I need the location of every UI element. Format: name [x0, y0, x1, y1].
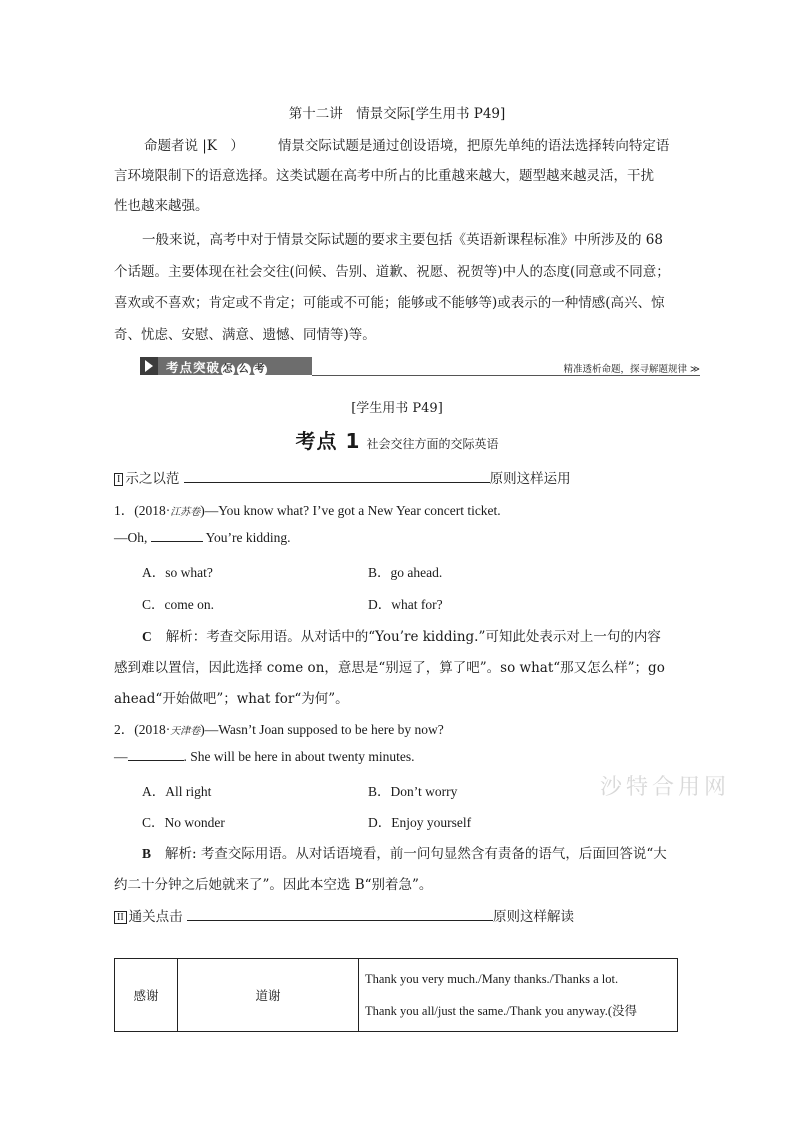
answer-key: B	[142, 846, 152, 861]
question-1-reply: —Oh, You’re kidding.	[114, 530, 291, 545]
intro-line-5: 个话题。主要体现在社会交往(问候、告别、道歉、祝愿、祝贺等)中人的态度(同意或不同意；	[114, 264, 670, 280]
topic-number: 考点 1	[295, 429, 361, 453]
fill-line	[187, 920, 493, 921]
answer-blank	[151, 541, 203, 542]
watermark: 沙特合用网	[600, 775, 731, 800]
section-number: II	[114, 911, 127, 924]
answer-blank	[128, 760, 184, 761]
q1-explanation-line-1: C 解析：考查交际用语。从对话中的“You’re kidding.”可知此处表示对上一句的内容	[142, 629, 661, 645]
intro-line-3: 性也越来越强。	[114, 198, 209, 214]
question-source: 江苏卷	[170, 507, 201, 518]
question-1-stem: 1．(2018·江苏卷)—You know what? I’ve got a New Year concert ticket.	[114, 503, 501, 518]
q1-option-d: D．what for?	[368, 597, 443, 612]
topic-heading	[0, 425, 794, 454]
banner-arrow-box	[140, 357, 158, 375]
book-reference: [学生用书 P49]	[351, 401, 443, 416]
table-category: 感谢	[115, 959, 178, 1032]
question-2-stem: 2．(2018·天津卷)—Wasn’t Joan supposed to be here by now?	[114, 722, 444, 737]
intro-line-1: 命题者说 |K ） 情景交际试题是通过创设语境，把原先单纯的语法选择转向特定语	[144, 138, 670, 154]
topic-title: 社会交往方面的交际英语	[366, 437, 499, 451]
table-row	[115, 959, 678, 1032]
q2-explanation-line-2: 约二十分钟之后她就来了”。因此本空选 B“别着急”。	[114, 877, 433, 893]
section-number: I	[114, 473, 123, 486]
section-banner	[140, 355, 700, 377]
intro-line-2: 言环境限制下的语意选择。这类试题在高考中所占的比重越来越大，题型越来越灵活，干扰	[114, 168, 654, 184]
banner-rule	[312, 375, 700, 376]
intro-label: 命题者说 |K ）	[144, 138, 244, 154]
q1-explanation-line-2: 感到难以置信，因此选择 come on，意思是“别逗了，算了吧”。so what“那又怎么样”；go	[114, 660, 665, 676]
banner-circle-char: 考	[254, 364, 266, 375]
section-1-header: I 示之以范 原则这样运用	[114, 467, 571, 487]
play-arrow-icon	[145, 360, 153, 372]
table-phrase-line: Thank you very much./Many thanks./Thanks a lot.	[365, 972, 619, 986]
q2-option-c: C．No wonder	[142, 815, 225, 830]
q1-option-c: C．come on.	[142, 597, 214, 612]
intro-line-6: 喜欢或不喜欢；肯定或不肯定；可能或不可能；能够或不能够等)或表示的一种情感(高兴、惊	[114, 295, 665, 311]
page-title: 第十二讲 情景交际[学生用书 P49]	[288, 106, 506, 122]
q1-option-b: B．go ahead.	[368, 565, 443, 580]
banner-circle-char: 怎	[222, 364, 234, 375]
q2-option-d: D．Enjoy yourself	[368, 815, 472, 830]
q1-option-a: A．so what?	[142, 565, 213, 580]
q2-explanation-line-1: B 解析: 考查交际用语。从对话语境看，前一问句显然含有责备的语气，后面回答说“大	[142, 846, 667, 862]
table-subcategory: 道谢	[178, 959, 359, 1032]
section-2-header: II 通关点击 原则这样解读	[114, 905, 574, 925]
banner-circle-char: 么	[238, 364, 250, 375]
intro-line-4: 一般来说，高考中对于情景交际试题的要求主要包括《英语新课程标准》中所涉及的 68	[142, 232, 663, 248]
question-source: 天津卷	[170, 726, 201, 737]
intro-line-7: 奇、忧虑、安慰、满意、遗憾、同情等)等。	[114, 327, 376, 343]
fill-line	[184, 482, 490, 483]
q1-explanation-line-3: ahead“开始做吧”；what for“为何”。	[114, 691, 349, 707]
answer-key: C	[142, 629, 152, 644]
question-2-reply: — . She will be here in about twenty minutes.	[114, 749, 415, 764]
table-phrase-line: Thank you all/just the same./Thank you anyway.(没得	[365, 1004, 638, 1018]
banner-title: 考点突破 怎 么 考	[166, 360, 266, 375]
q2-option-b: B．Don’t worry	[368, 784, 458, 799]
q2-option-a: A．All right	[142, 784, 212, 799]
phrase-table	[114, 958, 678, 1032]
banner-subtitle: 精准透析命题，探寻解题规律 ≫	[563, 364, 700, 375]
table-phrases	[359, 959, 678, 1032]
